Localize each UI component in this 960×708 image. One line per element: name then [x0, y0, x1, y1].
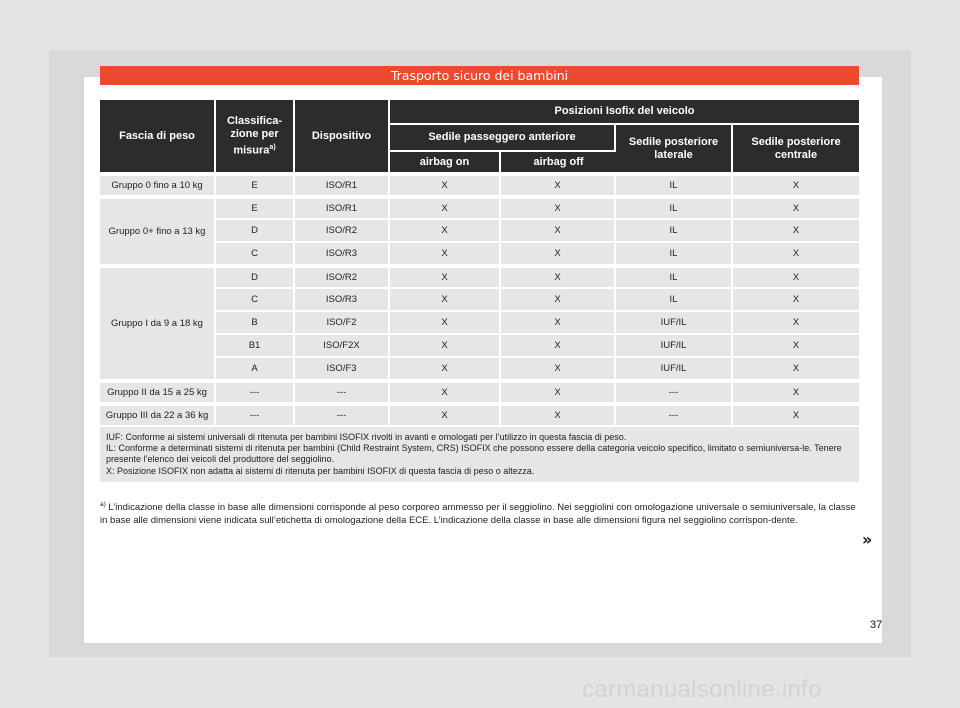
- header-airbag-on: airbag on: [390, 152, 501, 174]
- cell-centrale: X: [733, 266, 859, 289]
- cell-classe: ---: [216, 404, 295, 427]
- cell-airbag-off: X: [501, 358, 616, 381]
- cell-airbag-on: X: [390, 174, 501, 197]
- footnote-text: L’indicazione della classe in base alle dimensioni corrisponde al peso corporeo ammesso per il seggiolino. Nei seggiolini con omologazione universale o semiuniversale, la classe in base alle dimensioni viene indicata sull’etichetta di omologazione della ECE. L’indicazione della classe in base alle dimensioni figura nel seggiolino corrispon-dente.: [100, 502, 856, 526]
- cell-dispositivo: ---: [295, 381, 390, 404]
- cell-airbag-off: X: [501, 243, 616, 266]
- header-classificazione-line3: misura: [233, 144, 270, 157]
- cell-classe: E: [216, 174, 295, 197]
- cell-classe: A: [216, 358, 295, 381]
- cell-dispositivo: ISO/R3: [295, 289, 390, 312]
- cell-centrale: X: [733, 381, 859, 404]
- cell-dispositivo: ISO/R1: [295, 174, 390, 197]
- header-classificazione: [216, 100, 295, 174]
- cell-airbag-on: X: [390, 266, 501, 289]
- cell-laterale: IL: [616, 289, 733, 312]
- header-sedile-passeggero: Sedile passeggero anteriore: [390, 125, 616, 152]
- group-label: Gruppo I da 9 a 18 kg: [100, 266, 216, 381]
- cell-laterale: IL: [616, 266, 733, 289]
- cell-airbag-on: X: [390, 335, 501, 358]
- legend-iuf: IUF: Conforme ai sistemi universali di ritenuta per bambini ISOFIX rivolti in avanti e omologati per l’utilizzo in questa fascia di peso.: [106, 432, 627, 442]
- legend-il: IL: Conforme a determinati sistemi di ritenuta per bambini (Child Restraint System, CRS) ISOFIX che possono essere della categoria veicolo specifico, limitato o semiuniversa-le. Tenere presente l’elenco dei veicoli del produttore del seggiolino.: [106, 443, 842, 465]
- cell-laterale: IUF/IL: [616, 312, 733, 335]
- cell-laterale: IL: [616, 197, 733, 220]
- group-label: Gruppo 0+ fino a 13 kg: [100, 197, 216, 266]
- cell-laterale: IUF/IL: [616, 358, 733, 381]
- cell-airbag-off: X: [501, 220, 616, 243]
- header-fascia: Fascia di peso: [100, 100, 216, 174]
- cell-dispositivo: ISO/R2: [295, 220, 390, 243]
- cell-airbag-off: X: [501, 335, 616, 358]
- legend-x: X: Posizione ISOFIX non adatta ai sistemi di ritenuta per bambini ISOFIX di questa fascia di peso o altezza.: [106, 465, 535, 476]
- page-number: 37: [870, 619, 883, 631]
- cell-classe: ---: [216, 381, 295, 404]
- cell-airbag-off: X: [501, 174, 616, 197]
- group-label: Gruppo II da 15 a 25 kg: [100, 381, 216, 404]
- cell-airbag-off: X: [501, 289, 616, 312]
- group-label: Gruppo 0 fino a 10 kg: [100, 174, 216, 197]
- cell-classe: D: [216, 220, 295, 243]
- header-dispositivo: Dispositivo: [295, 100, 390, 174]
- isofix-table: [100, 100, 859, 484]
- cell-laterale: IL: [616, 243, 733, 266]
- footnote-marker: a): [100, 500, 106, 508]
- header-posizioni-isofix: Posizioni Isofix del veicolo: [390, 100, 859, 125]
- cell-laterale: IUF/IL: [616, 335, 733, 358]
- header-posteriore-centrale: Sedile posteriore centrale: [733, 125, 859, 174]
- cell-airbag-on: X: [390, 197, 501, 220]
- cell-classe: E: [216, 197, 295, 220]
- cell-dispositivo: ISO/R2: [295, 266, 390, 289]
- cell-airbag-off: X: [501, 381, 616, 404]
- cell-airbag-off: X: [501, 266, 616, 289]
- cell-dispositivo: ISO/R3: [295, 243, 390, 266]
- cell-dispositivo: ISO/F2: [295, 312, 390, 335]
- cell-airbag-off: X: [501, 197, 616, 220]
- cell-airbag-on: X: [390, 220, 501, 243]
- footnote: [100, 502, 860, 527]
- cell-airbag-on: X: [390, 243, 501, 266]
- cell-dispositivo: ---: [295, 404, 390, 427]
- cell-airbag-on: X: [390, 289, 501, 312]
- cell-airbag-on: X: [390, 358, 501, 381]
- cell-dispositivo: ISO/F2X: [295, 335, 390, 358]
- cell-laterale: ---: [616, 404, 733, 427]
- cell-classe: D: [216, 266, 295, 289]
- cell-centrale: X: [733, 197, 859, 220]
- header-classificazione-line2: zione per: [230, 127, 279, 140]
- cell-airbag-on: X: [390, 312, 501, 335]
- header-posteriore-laterale: Sedile posteriore laterale: [616, 125, 733, 174]
- header-airbag-off: airbag off: [501, 152, 616, 174]
- table-legend: [100, 427, 859, 484]
- cell-centrale: X: [733, 404, 859, 427]
- cell-classe: C: [216, 289, 295, 312]
- cell-airbag-on: X: [390, 381, 501, 404]
- watermark: carmanualsonline.info: [582, 676, 822, 703]
- footnote-reference: a): [269, 143, 276, 151]
- cell-classe: B1: [216, 335, 295, 358]
- cell-centrale: X: [733, 335, 859, 358]
- cell-laterale: IL: [616, 174, 733, 197]
- cell-classe: B: [216, 312, 295, 335]
- cell-dispositivo: ISO/F3: [295, 358, 390, 381]
- cell-centrale: X: [733, 220, 859, 243]
- cell-centrale: X: [733, 174, 859, 197]
- cell-centrale: X: [733, 312, 859, 335]
- cell-laterale: IL: [616, 220, 733, 243]
- cell-airbag-on: X: [390, 404, 501, 427]
- header-classificazione-line1: Classifica-: [226, 114, 283, 127]
- group-label: Gruppo III da 22 a 36 kg: [100, 404, 216, 427]
- cell-dispositivo: ISO/R1: [295, 197, 390, 220]
- cell-centrale: X: [733, 358, 859, 381]
- cell-airbag-off: X: [501, 312, 616, 335]
- cell-classe: C: [216, 243, 295, 266]
- cell-airbag-off: X: [501, 404, 616, 427]
- cell-centrale: X: [733, 243, 859, 266]
- cell-centrale: X: [733, 289, 859, 312]
- continue-marker: »: [862, 530, 873, 549]
- cell-laterale: ---: [616, 381, 733, 404]
- section-title: Trasporto sicuro dei bambini: [100, 66, 859, 85]
